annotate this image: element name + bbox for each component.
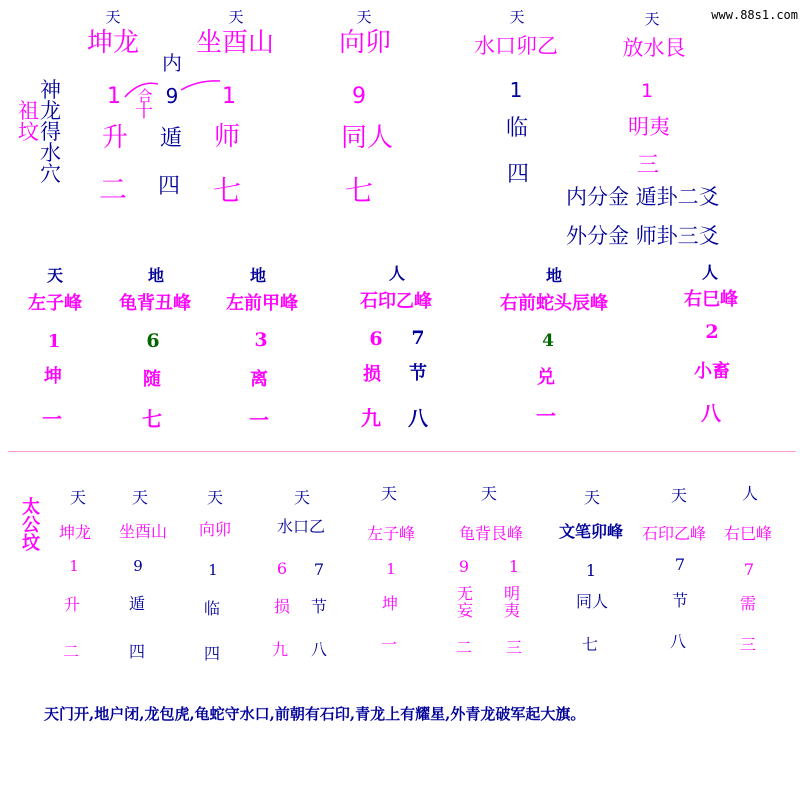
bot-tag-8: 人 xyxy=(741,484,759,503)
mid-tag-4: 地 xyxy=(545,266,563,285)
top-gua-2: 同人 xyxy=(340,123,394,153)
bot-gua-3b: 节 xyxy=(310,597,328,616)
mid-n2-0: 一 xyxy=(42,407,62,431)
bot-num-3a: 6 xyxy=(276,559,288,578)
bot-n2-3b: 八 xyxy=(310,640,328,659)
bot-num-6: 1 xyxy=(585,561,597,580)
bot-num-2: 1 xyxy=(208,561,218,579)
bot-tag-0: 天 xyxy=(69,488,87,507)
section-divider xyxy=(8,451,796,452)
bot-gua-7: 节 xyxy=(671,591,689,610)
bot-num-4: 1 xyxy=(386,560,396,578)
mid-n2-1: 七 xyxy=(142,407,162,431)
mid-name-2: 左前甲峰 xyxy=(226,293,298,314)
watermark: www.88s1.com xyxy=(711,8,798,22)
bot-name-5: 龟背艮峰 xyxy=(458,524,524,543)
bot-name-6: 文笔卯峰 xyxy=(558,522,624,541)
top-name-3: 水口卯乙 xyxy=(474,34,558,58)
bot-n2-5b: 三 xyxy=(505,638,523,657)
bot-name-4: 左子峰 xyxy=(366,524,416,543)
mid-tag-2: 地 xyxy=(249,266,267,285)
bot-name-3: 水口乙 xyxy=(276,517,326,536)
bot-gua-6: 同人 xyxy=(575,592,609,611)
mid-gua-3b: 节 xyxy=(409,363,427,384)
bot-n2-2: 四 xyxy=(203,644,221,663)
mid-num-0: 1 xyxy=(47,331,61,352)
bot-num-1: 9 xyxy=(133,557,143,575)
top-gua-4: 明夷 xyxy=(628,115,670,139)
top-n2-2: 七 xyxy=(344,174,374,207)
taigongfen-label: 太 公 坟 xyxy=(22,497,40,554)
mid-tag-3: 人 xyxy=(388,264,406,283)
top-tian-3: 天 xyxy=(509,8,525,26)
top-num-0: 1 xyxy=(107,84,121,109)
bot-name-1: 坐酉山 xyxy=(118,522,168,541)
mid-n2-3a: 九 xyxy=(361,406,381,430)
top-inner-nei: 内 xyxy=(162,51,182,75)
bot-tag-1: 天 xyxy=(131,488,149,507)
shenlong-label: 神 龙 得 水 穴 xyxy=(40,78,61,186)
mid-n2-5: 八 xyxy=(701,401,721,425)
bot-num-0: 1 xyxy=(69,557,79,575)
bot-tag-6: 天 xyxy=(583,488,601,507)
bot-num-8: 7 xyxy=(743,560,755,579)
bot-name-7: 石印乙峰 xyxy=(641,524,707,543)
mid-n2-2: 一 xyxy=(249,408,269,432)
top-n2-3: 四 xyxy=(506,162,530,187)
mid-name-1: 龟背丑峰 xyxy=(119,293,191,314)
bot-tag-3: 天 xyxy=(293,488,311,507)
mid-name-0: 左子峰 xyxy=(28,293,82,314)
bot-gua-5a: 无妄 xyxy=(456,584,473,620)
top-name-0: 坤龙 xyxy=(86,28,140,58)
top-tian-4: 天 xyxy=(644,10,660,28)
mid-num-3a: 6 xyxy=(369,328,383,350)
mid-num-2: 3 xyxy=(254,329,268,351)
mid-num-4: 4 xyxy=(542,331,554,351)
bot-gua-0: 升 xyxy=(63,595,81,614)
top-inner-n2: 四 xyxy=(157,174,181,199)
top-inner-num: 9 xyxy=(165,84,179,108)
zufen-label: 祖 坟 xyxy=(18,99,39,144)
mid-tag-1: 地 xyxy=(147,266,165,285)
bot-name-2: 向卯 xyxy=(198,520,232,539)
bot-n2-7: 八 xyxy=(669,632,687,651)
top-num-3: 1 xyxy=(509,78,523,102)
top-n2-0: 二 xyxy=(98,173,128,206)
mid-name-5: 右巳峰 xyxy=(684,289,738,310)
mid-tag-0: 天 xyxy=(46,266,64,285)
bot-n2-1: 四 xyxy=(128,642,146,661)
bot-gua-1: 遁 xyxy=(128,594,146,613)
top-n2-4: 三 xyxy=(636,153,660,178)
top-name-1: 坐酉山 xyxy=(195,28,275,58)
top-name-2: 向卯 xyxy=(338,28,392,58)
top-inner-plus: 十 xyxy=(135,101,153,122)
mid-tag-5: 人 xyxy=(701,263,719,282)
bot-gua-3a: 损 xyxy=(273,597,291,616)
bot-gua-8: 需 xyxy=(739,594,757,613)
top-name-4: 放水艮 xyxy=(622,36,686,60)
top-gua-3: 临 xyxy=(505,116,529,141)
bot-gua-4: 坤 xyxy=(381,594,399,613)
bot-n2-5a: 二 xyxy=(455,638,473,657)
mid-n2-4: 一 xyxy=(536,404,556,428)
mid-num-5: 2 xyxy=(705,321,719,343)
bot-num-5a: 9 xyxy=(458,557,470,576)
mid-gua-0: 坤 xyxy=(44,366,62,387)
mid-gua-2: 离 xyxy=(250,369,268,390)
bot-gua-5b: 明夷 xyxy=(503,584,520,620)
top-gua-1: 师 xyxy=(213,122,241,152)
mid-num-1: 6 xyxy=(146,330,160,352)
top-num-2: 9 xyxy=(352,84,366,109)
bot-tag-2: 天 xyxy=(206,488,224,507)
bot-n2-3a: 九 xyxy=(271,640,289,659)
bot-n2-0: 二 xyxy=(62,642,80,661)
bot-tag-5: 天 xyxy=(480,484,498,503)
top-num-4: 1 xyxy=(640,80,654,102)
mid-gua-4: 兑 xyxy=(537,367,555,388)
bot-n2-6: 七 xyxy=(581,635,599,654)
top-tian-2: 天 xyxy=(356,8,372,26)
bot-name-8: 右巳峰 xyxy=(723,524,773,543)
mid-gua-3a: 损 xyxy=(363,364,381,385)
bot-gua-2: 临 xyxy=(203,599,221,618)
bottom-caption: 天门开,地户闭,龙包虎,龟蛇守水口,前朝有石印,青龙上有耀星,外青龙破军起大旗。 xyxy=(44,705,586,723)
top-tian-1: 天 xyxy=(228,8,244,26)
top-num-1: 1 xyxy=(222,84,236,109)
waifenjin-text: 外分金 师卦三爻 xyxy=(566,224,720,248)
mid-gua-1: 随 xyxy=(143,369,161,390)
bot-num-3b: 7 xyxy=(313,560,325,579)
top-gua-0: 升 xyxy=(101,123,129,153)
top-inner-gua: 遁 xyxy=(159,126,183,151)
bot-num-7: 7 xyxy=(674,555,686,574)
mid-name-4: 右前蛇头辰峰 xyxy=(500,293,608,314)
bot-tag-7: 天 xyxy=(670,486,688,505)
bot-tag-4: 天 xyxy=(380,484,398,503)
top-n2-1: 七 xyxy=(212,174,242,207)
mid-name-3: 石印乙峰 xyxy=(360,291,432,312)
top-inner-he: 合 xyxy=(137,87,153,105)
bot-num-5b: 1 xyxy=(508,557,520,576)
mid-num-3b: 7 xyxy=(411,327,425,349)
bot-n2-4: 一 xyxy=(380,635,398,654)
neifenjin-text: 内分金 遁卦二爻 xyxy=(566,185,720,209)
bot-n2-8: 三 xyxy=(739,635,757,654)
mid-n2-3b: 八 xyxy=(408,406,428,430)
mid-gua-5: 小畜 xyxy=(694,361,730,382)
top-tian-0: 天 xyxy=(105,8,121,26)
bot-name-0: 坤龙 xyxy=(58,523,92,542)
